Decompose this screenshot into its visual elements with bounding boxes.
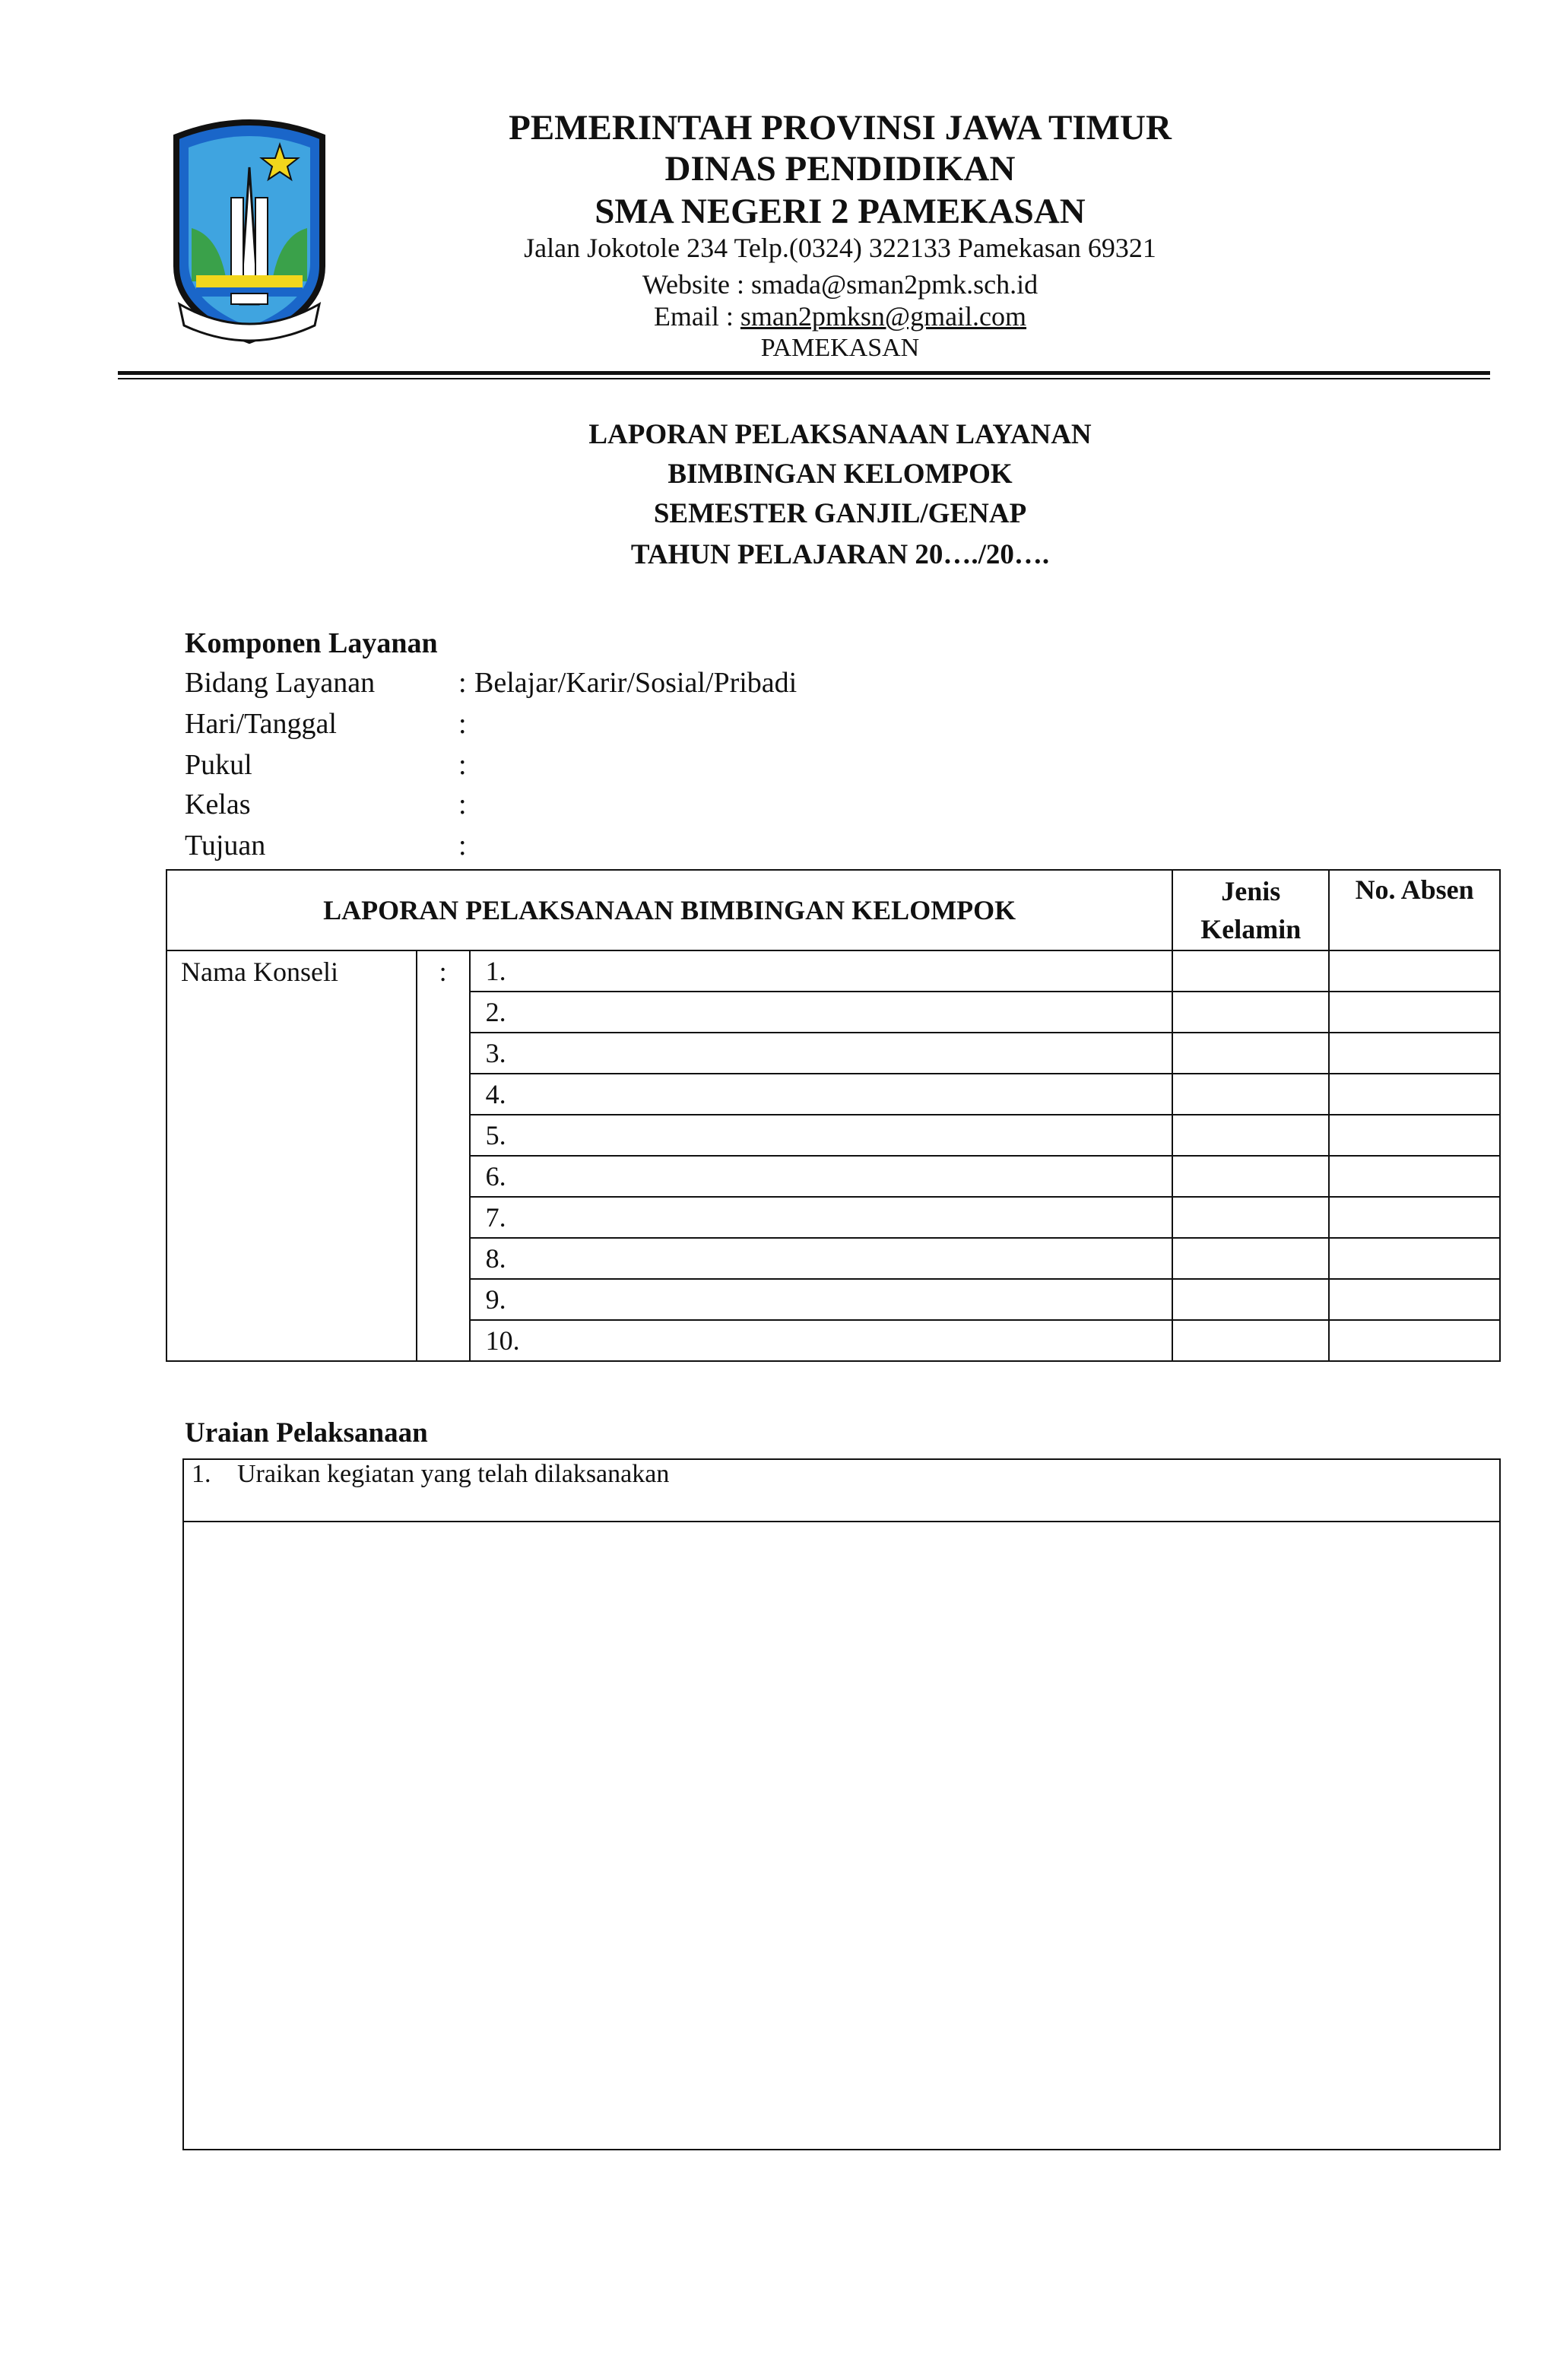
absen-cell[interactable] — [1329, 1279, 1500, 1320]
letterhead-address: Jalan Jokotole 234 Telp.(0324) 322133 Pamekasan 69321 — [524, 233, 1156, 263]
letterhead-government: PEMERINTAH PROVINSI JAWA TIMUR — [509, 108, 1172, 148]
east-java-emblem-logo — [166, 114, 333, 351]
field-value-bidang[interactable]: Belajar/Karir/Sosial/Pribadi — [474, 667, 798, 699]
student-name-cell[interactable]: 2. — [470, 992, 1173, 1033]
letterhead-email-link[interactable]: sman2pmksn@gmail.com — [740, 301, 1027, 332]
absen-cell[interactable] — [1329, 1320, 1500, 1361]
gender-cell[interactable] — [1172, 1033, 1329, 1074]
table-row — [166, 950, 1500, 992]
absen-cell[interactable] — [1329, 1238, 1500, 1279]
field-colon-pukul: : — [458, 749, 467, 781]
gender-cell[interactable] — [1172, 1115, 1329, 1156]
letterhead-email-label: Email : — [653, 301, 740, 332]
field-colon-kelas: : — [458, 789, 467, 820]
uraian-item-number: 1. — [192, 1460, 211, 1488]
uraian-box — [182, 1458, 1501, 2150]
field-label-hari-tanggal: Hari/Tanggal — [185, 708, 337, 740]
letterhead-rule-thin — [118, 378, 1490, 379]
letterhead-department: DINAS PENDIDIKAN — [664, 149, 1016, 189]
letterhead-school: SMA NEGERI 2 PAMEKASAN — [595, 192, 1086, 231]
absen-cell[interactable] — [1329, 1074, 1500, 1115]
field-label-pukul: Pukul — [185, 749, 252, 781]
nama-konseli-label: Nama Konseli — [166, 950, 417, 1361]
report-title-line-2: BIMBINGAN KELOMPOK — [668, 459, 1013, 490]
gender-cell[interactable] — [1172, 1197, 1329, 1238]
field-colon-bidang: : — [458, 667, 467, 699]
absen-cell[interactable] — [1329, 1156, 1500, 1197]
letterhead-email-line — [380, 300, 1300, 333]
student-name-cell[interactable]: 10. — [470, 1320, 1173, 1361]
table-header-gender — [1172, 870, 1329, 950]
field-label-tujuan: Tujuan — [185, 830, 266, 862]
student-name-cell[interactable]: 5. — [470, 1115, 1173, 1156]
student-name-cell[interactable]: 3. — [470, 1033, 1173, 1074]
field-colon-hari-tanggal: : — [458, 708, 467, 740]
absen-cell[interactable] — [1329, 1033, 1500, 1074]
letterhead-city: PAMEKASAN — [760, 334, 920, 362]
uraian-item-text: Uraikan kegiatan yang telah dilaksanakan — [237, 1460, 670, 1488]
absen-cell[interactable] — [1329, 992, 1500, 1033]
letterhead-website: Website : smada@sman2pmk.sch.id — [642, 269, 1039, 300]
uraian-heading: Uraian Pelaksanaan — [185, 1417, 428, 1449]
letterhead-rule-thick — [118, 371, 1490, 375]
student-name-cell[interactable]: 9. — [470, 1279, 1173, 1320]
table-header-gender-line2: Kelamin — [1200, 914, 1302, 944]
report-title-line-3: SEMESTER GANJIL/GENAP — [653, 498, 1027, 529]
report-title-line-4: TAHUN PELAJARAN 20…./20…. — [630, 539, 1050, 570]
gender-cell[interactable] — [1172, 950, 1329, 992]
gender-cell[interactable] — [1172, 992, 1329, 1033]
gender-cell[interactable] — [1172, 1279, 1329, 1320]
report-title-line-1: LAPORAN PELAKSANAAN LAYANAN — [588, 419, 1092, 450]
table-header-row — [166, 870, 1500, 950]
group-counseling-table — [166, 869, 1501, 1362]
gender-cell[interactable] — [1172, 1156, 1329, 1197]
gender-cell[interactable] — [1172, 1320, 1329, 1361]
gender-cell[interactable] — [1172, 1074, 1329, 1115]
field-colon-tujuan: : — [458, 830, 467, 862]
table-header-absen: No. Absen — [1329, 870, 1500, 950]
student-name-cell[interactable]: 6. — [470, 1156, 1173, 1197]
student-name-cell[interactable]: 1. — [470, 950, 1173, 992]
gender-cell[interactable] — [1172, 1238, 1329, 1279]
components-heading: Komponen Layanan — [185, 627, 438, 659]
absen-cell[interactable] — [1329, 1115, 1500, 1156]
field-label-bidang: Bidang Layanan — [185, 667, 376, 699]
field-label-kelas: Kelas — [185, 789, 251, 820]
table-header-main: LAPORAN PELAKSANAAN BIMBINGAN KELOMPOK — [166, 870, 1172, 950]
absen-cell[interactable] — [1329, 1197, 1500, 1238]
table-header-gender-line1: Jenis — [1221, 876, 1281, 906]
student-name-cell[interactable]: 4. — [470, 1074, 1173, 1115]
absen-cell[interactable] — [1329, 950, 1500, 992]
uraian-writing-area[interactable] — [184, 1522, 1499, 2149]
uraian-item-row — [184, 1460, 1499, 1522]
student-name-cell[interactable]: 7. — [470, 1197, 1173, 1238]
student-name-cell[interactable]: 8. — [470, 1238, 1173, 1279]
nama-konseli-colon: : — [417, 950, 470, 1361]
